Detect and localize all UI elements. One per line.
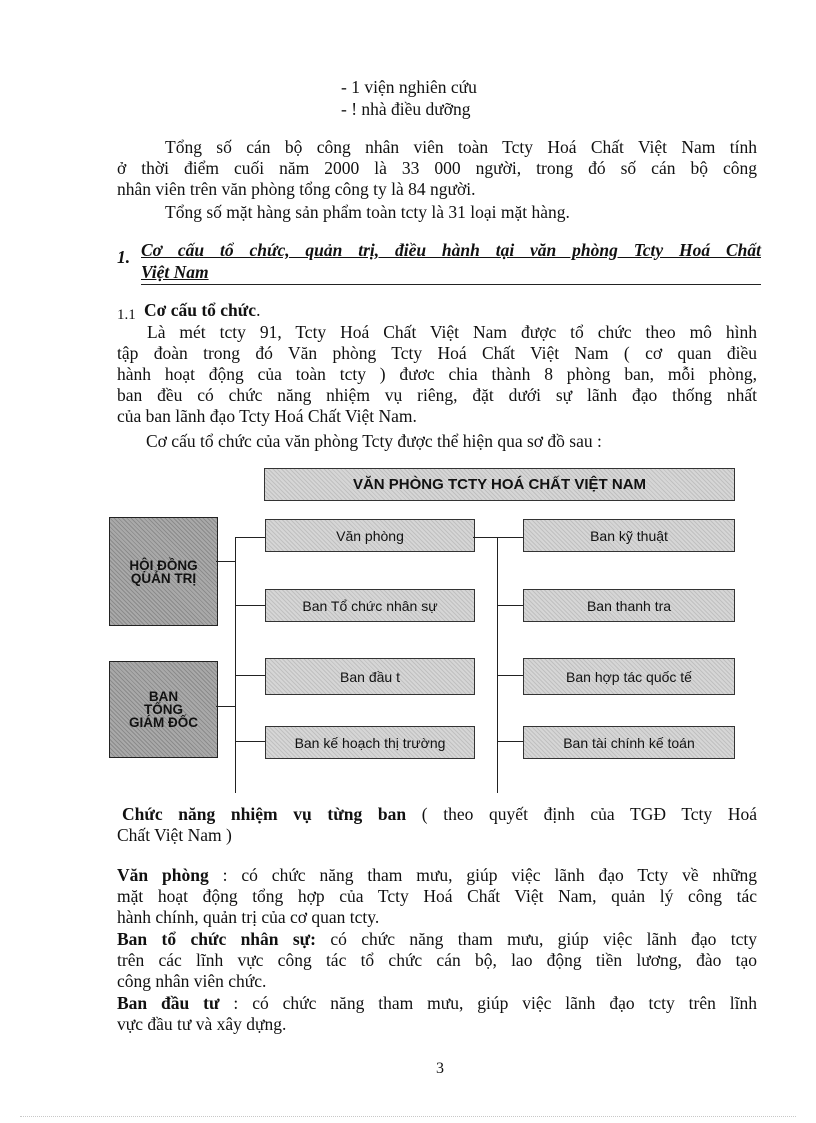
org-dept-label: Ban đầu t [340,668,400,685]
org-dept-label: Văn phòng [336,527,404,544]
org-board-label [129,559,197,585]
function-item-dau-tu [117,993,757,1035]
paragraph-structure [117,322,757,427]
org-connector [216,561,236,562]
org-director-label-line: BAN [148,689,179,704]
function-text: có chức năng tham mưu, giúp việc lãnh đạo Tcty về những [227,865,757,885]
org-dept-label: Ban thanh tra [586,597,672,614]
text-line: nhân viên trên văn phòng tổng công ty là 84 người. [117,179,476,199]
org-director-label-line: TỔNG [144,702,183,717]
functions-heading-rest: ( theo quyết định của TGĐ Tcty Hoá [406,804,757,824]
text-line: hành chính, quản trị của cơ quan tcty. [117,907,380,927]
section-number: 1. [117,247,131,267]
text-line: trên các lĩnh vực công tác tổ chức cán bộ, lao động tiền lương, đào tạo [117,950,757,970]
paragraph-product-count: Tổng số mặt hàng sản phẩm toàn tcty là 31 loại mặt hàng. [165,202,570,222]
org-connector [497,605,523,606]
page-edge-divider [20,1116,796,1117]
org-director-label [129,690,198,729]
org-dept-label: Ban Tổ chức nhân sự [302,597,438,614]
function-text: có chức năng tham mưu, giúp việc lãnh đạo tcty trên lĩnh [238,993,757,1013]
section-title-line2: Việt Nam [141,262,209,282]
function-name: Ban đầu tư [117,993,220,1013]
org-dept-label: Ban tài chính kế toán [563,734,695,751]
org-dept-box [265,589,475,622]
subsection-title-suffix: . [256,300,261,320]
heading-underline [141,284,761,285]
function-text: có chức năng tham mưu, giúp việc lãnh đạo tcty [316,929,757,949]
org-connector [235,675,265,676]
function-sep: : [219,993,239,1013]
paragraph-staff-count [117,137,757,200]
text-line: Tổng số cán bộ công nhân viên toàn Tcty Hoá Chất Việt Nam tính [165,137,757,157]
text-line [117,804,757,825]
functions-heading [117,804,757,846]
org-director-box [109,661,218,758]
org-director-label-line: GIÁM ĐỐC [129,715,198,730]
function-item-van-phong [117,865,757,928]
subsection-title [144,300,260,321]
text-line: mặt hoạt động tổng hợp của Tcty Hoá Chất Việt Nam, quản lý công tác [117,886,757,906]
subsection-title-text: Cơ cấu tổ chức [144,300,257,320]
text-line: hành hoạt động của toàn tcty ) đươc chia thành 8 phòng ban, mỗi phòng, [117,364,757,384]
org-board-label-line: QUẢN TRỊ [130,570,197,586]
org-connector [473,537,523,538]
text-line: công nhân viên chức. [117,971,267,991]
org-board-label-line: HỘI ĐỒNG [129,557,198,573]
org-dept-box [265,658,475,695]
text-line: ban đều có chức năng nhiệm vụ riêng, đặt dưới sự lãnh đạo thống nhất [117,385,757,405]
org-dept-label: Ban kỹ thuật [590,527,668,544]
text-line [117,929,757,950]
org-connector-vertical-right [497,537,498,793]
bullet-item: - 1 viện nghiên cứu [341,77,477,97]
org-dept-label: Ban kế hoạch thị trường [294,734,446,751]
org-board-box [109,517,218,626]
function-name: Văn phòng [117,865,209,885]
text-line: vực đầu tư và xây dựng. [117,1014,287,1034]
org-title: VĂN PHÒNG TCTY HOÁ CHẤT VIỆT NAM [352,476,647,493]
section-title: Cơ cấu tổ chức, quản trị, điều hành tại văn phòng Tcty Hoá Chất [141,240,761,260]
function-item-to-chuc [117,929,757,992]
org-dept-box [523,726,735,759]
org-connector-vertical-left [235,537,236,793]
org-connector [235,605,265,606]
text-line: tập đoàn trong đó Văn phòng Tcty Hoá Chất Việt Nam ( cơ quan điều [117,343,757,363]
functions-heading-bold: Chức năng nhiệm vụ từng ban [122,804,407,824]
org-connector [497,675,523,676]
org-dept-box [265,519,475,552]
text-line [117,865,757,886]
org-dept-box [523,519,735,552]
org-dept-box [265,726,475,759]
org-dept-box [523,589,735,622]
org-title-box [264,468,735,501]
bullet-item: - ! nhà điều dưỡng [341,99,471,119]
org-connector [235,741,265,742]
org-connector [235,537,265,538]
text-line: ở thời điểm cuối năm 2000 là 33 000 người, trong đó số cán bộ công [117,158,757,178]
text-line: Là mét tcty 91, Tcty Hoá Chất Việt Nam được tổ chức theo mô hình [147,322,757,342]
chart-intro: Cơ cấu tổ chức của văn phòng Tcty được thể hiện qua sơ đồ sau : [146,431,602,451]
text-line: của ban lãnh đạo Tcty Hoá Chất Việt Nam. [117,406,417,426]
text-line: Chất Việt Nam ) [117,825,232,845]
org-dept-box [523,658,735,695]
page-number: 3 [436,1060,444,1077]
function-sep: : [208,865,228,885]
function-name: Ban tổ chức nhân sự: [117,929,317,949]
subsection-number: 1.1 [117,307,136,323]
text-line [117,993,757,1014]
org-connector [216,706,236,707]
org-dept-label: Ban hợp tác quốc tế [566,668,692,685]
org-connector [497,741,523,742]
